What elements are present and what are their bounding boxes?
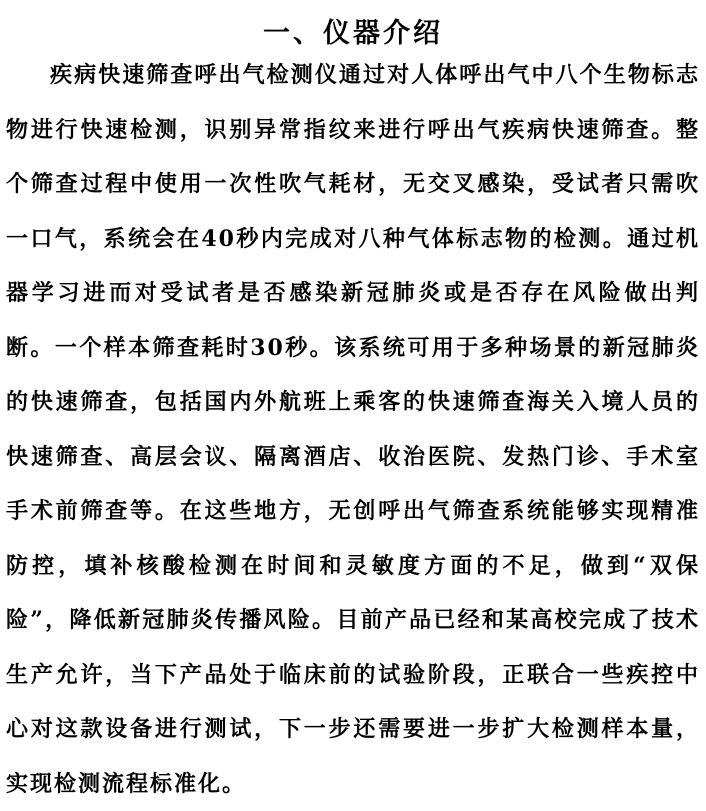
section-heading: 一、仪器介绍 [263,18,443,50]
body-paragraph: 疾病快速筛查呼出气检测仪通过对人体呼出气中八个生物标志物进行快速检测，识别异常指纹来进行呼出气疾病快速筛查。整个筛查过程中使用一次性吹气耗材，无交叉感染，受试者只需吹一口气，系统会在40秒内完成对八种气体标志物的检测。通过机器学习进而对受试者是否感染新冠肺炎或是否存在风险做出判断。一个样本筛查耗时30秒。该系统可用于多种场景的新冠肺炎的快速筛查，包括国内外航班上乘客的快速筛查海关入境人员的快速筛查、高层会议、隔离酒店、收治医院、发热门诊、手术室手术前筛查等。在这些地方，无创呼出气筛查系统能够实现精准防控，填补核酸检测在时间和灵敏度方面的不足，做到“双保险”，降低新冠肺炎传播风险。目前产品已经和某高校完成了技术生产允许，当下产品处于临床前的试验阶段，正联合一些疾控中心对这款设备进行测试，下一步还需要进一步扩大检测样本量，实现检测流程标准化。 [6,62,700,797]
